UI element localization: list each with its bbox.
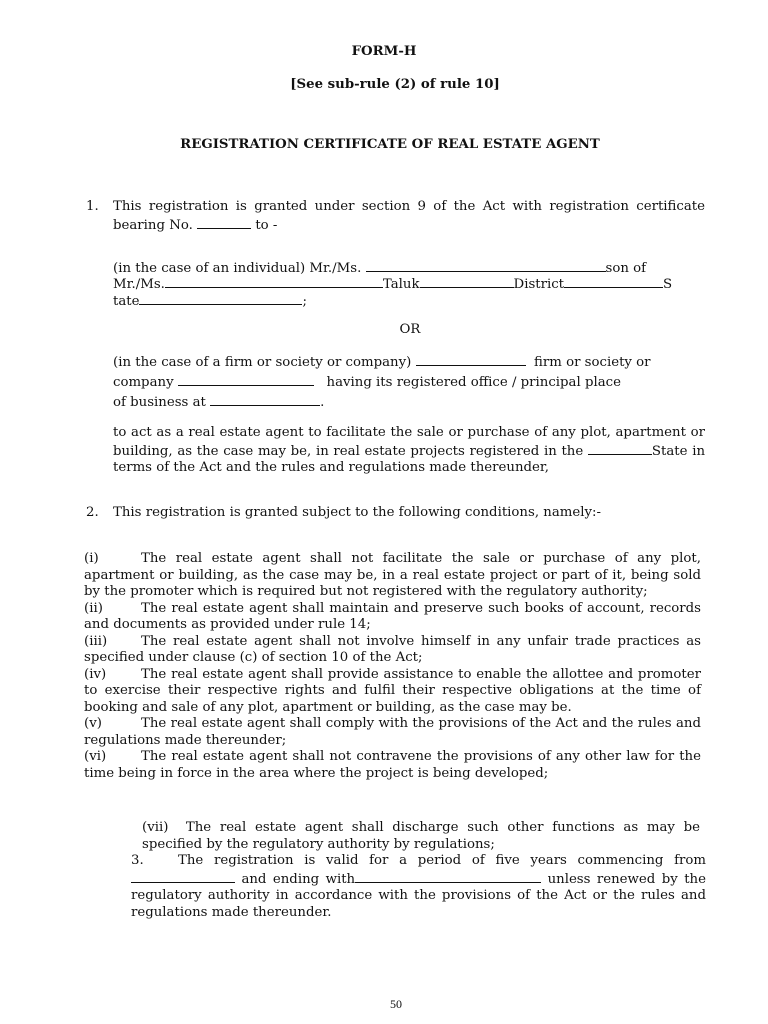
taluk-label: Taluk [382,277,420,292]
firm-or-label: firm or society or [534,355,651,370]
condition-vii [142,820,700,853]
and-ending-label: and ending with [241,871,356,887]
act-text-b: State in terms of the Act and the rules and regulations made thereunder, [113,443,706,475]
para3-text [131,853,706,921]
para2-number: 2. [86,505,99,520]
condition-text: The real estate agent shall comply with the provisions of the Act and the rules and regulations made thereunder; [84,716,701,748]
or-separator: OR [399,322,421,337]
registered-office-label: having its registered office / principal place [326,375,621,390]
condition-text: The real estate agent shall maintain and preserve such books of account, records and documents as provided under rule 14; [84,600,701,632]
firm-name-blank [416,353,526,366]
condition-label: (ii) [84,600,103,616]
act-paragraph [113,425,705,477]
para1-number: 1. [86,199,99,214]
individual-name-blank [366,259,606,272]
para3-text-b: unless renewed by the regulatory authority in accordance with the provisions of the Act or the rules and regulations made thereunder. [131,871,706,920]
district-blank [564,275,663,288]
company-name-blank [178,373,314,386]
sub-rule-reference: [See sub-rule (2) of rule 10] [290,77,500,92]
individual-line-3 [113,292,307,311]
condition-label: (i) [84,551,99,566]
state-s-label: S [663,277,673,292]
para1-text [113,199,705,234]
condition-label: (iii) [84,633,108,649]
condition-text: The real estate agent shall provide assistance to enable the allottee and promoter to exercise their respective rights and fulfil their respective obligations at the time of booking and sale of any plot, apartment or building, as the case may be. [84,666,701,715]
condition-item [84,716,701,749]
state-name-blank [588,442,652,455]
conditions-list [84,551,701,782]
condition-vii-label: (vii) [142,820,169,835]
state-semicolon: ; [302,294,307,309]
page-number: 50 [390,997,402,1011]
para1-text-a: This registration is granted under section 9 of the Act with registration certificate bearing No. [113,199,705,233]
certificate-number-blank [197,216,251,229]
district-label: District [513,277,565,292]
condition-vii-text: The real estate agent shall discharge such other functions as may be specified by the regulatory authority by regulations; [142,820,700,852]
firm-line-3 [113,393,324,412]
company-label: company [113,375,174,390]
end-date-blank [355,870,541,883]
condition-label: (iv) [84,666,107,682]
firm-intro: (in the case of a firm or society or company) [113,355,412,370]
state-blank [139,292,302,305]
condition-item [84,749,701,782]
condition-text: The real estate agent shall not involve himself in any unfair trade practices as specified under clause (c) of section 10 of the Act; [84,633,701,665]
condition-item [84,667,701,717]
firm-line-2 [113,373,713,392]
father-name-blank [165,275,383,288]
individual-intro: (in the case of an individual) Mr./Ms. [113,261,362,276]
business-address-blank [210,393,320,406]
son-of-label: son of [605,261,647,276]
condition-label: (v) [84,716,102,731]
condition-label: (vi) [84,749,107,764]
certificate-heading: REGISTRATION CERTIFICATE OF REAL ESTATE AGENT [180,137,600,152]
start-date-blank [131,870,235,883]
condition-text: The real estate agent shall not facilitate the sale or purchase of any plot, apartment or building, as the case may be, in a real estate project or part of it, being sold by the promoter which is required but not registered with the regulatory authority; [84,551,701,599]
form-title: FORM-H [351,44,417,59]
para2-text: This registration is granted subject to the following conditions, namely:- [113,505,601,520]
condition-item [84,634,701,667]
business-at-label: of business at [113,395,206,410]
condition-item [84,551,701,601]
para3-number: 3. [131,853,144,868]
firm-period: . [320,395,325,410]
act-text-a: to act as a real estate agent to facilitate the sale or purchase of any plot, apartment or building, as the case may be, in real estate projects registered in the [113,425,705,459]
para1-text-b: to - [255,217,278,233]
mr-ms-label: Mr./Ms. [113,277,165,292]
condition-text: The real estate agent shall not contravene the provisions of any other law for the time being in force in the area where the project is being developed; [84,749,701,781]
taluk-blank [420,275,514,288]
individual-line-2 [113,275,713,294]
para3-text-a: The registration is valid for a period of five years commencing from [178,853,706,868]
condition-item [84,601,701,634]
state-label: tate [113,294,140,309]
firm-line-1 [113,353,713,372]
